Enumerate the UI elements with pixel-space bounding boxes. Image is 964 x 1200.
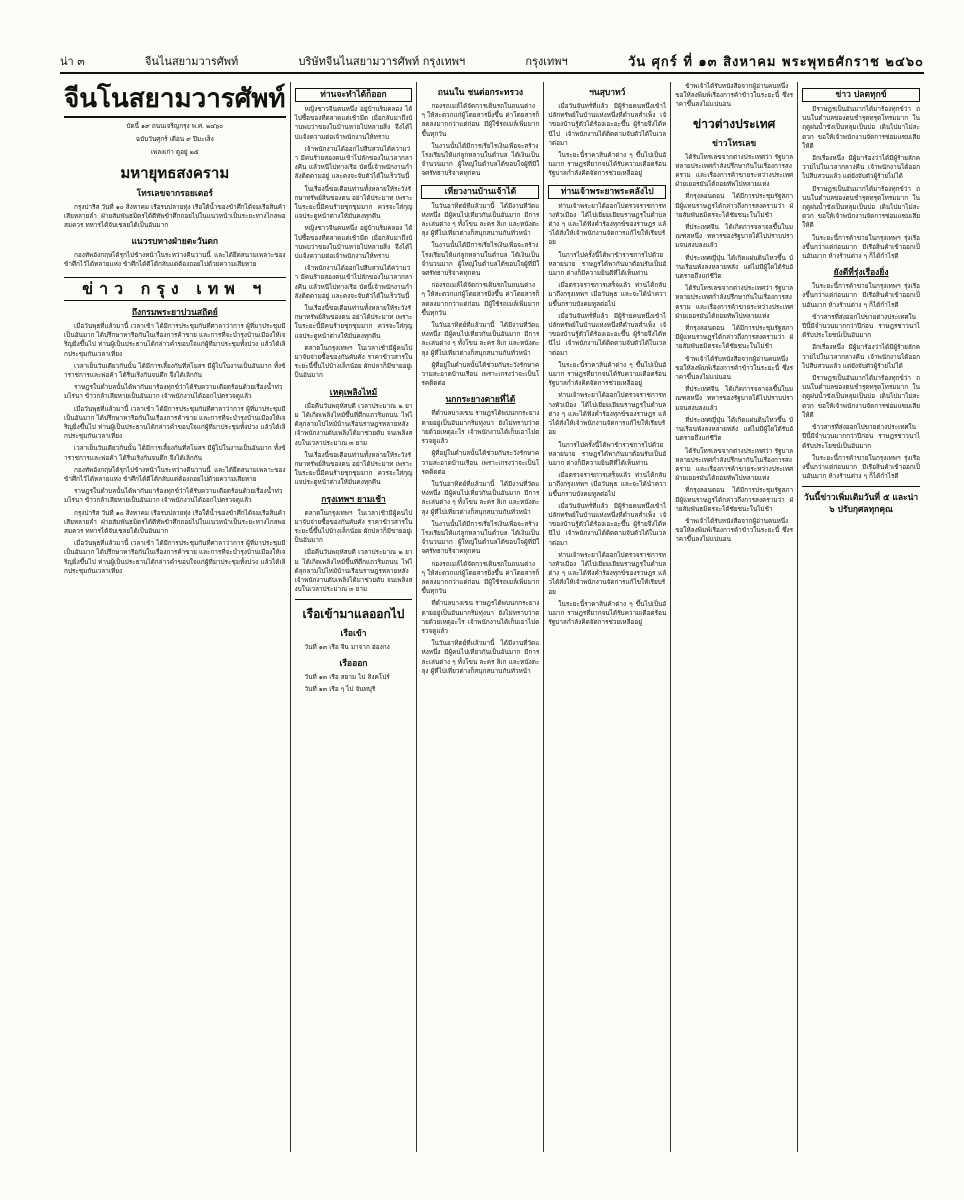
subheading: ถึงกรมพระยาปวนสถิตย์ xyxy=(131,308,218,319)
article-heading: ฯนสุบาทว์ xyxy=(589,88,626,98)
paragraph: เมื่อคืนวันพฤหัสบดี เวลาประมาณ ๒ ยาม ได้เกิดเพลิงไหม้ขึ้นที่ตึกแถวริมถนน ไฟได้ลุกลามไปไหม้บ้านเรือนราษฎรหลายหลัง เจ้าพนักงานดับเพลิงได้มาช่วยดับ จนเพลิงสงบในเวลาประมาณ ๓ ยาม xyxy=(294,401,413,447)
paragraph: ท่านเจ้าพระยาได้ออกไปตรวจราชการทางหัวเมือง ได้ไปเยี่ยมเยียนราษฎรในตำบลต่าง ๆ และได้ฟังคำร้องทุกข์ของราษฎร แล้วได้สั่งให้เจ้าพนักงานจัดการแก้ไขให้เรียบร้อย xyxy=(548,550,667,596)
paper-name: จีนไนสยามวารศัพท์ xyxy=(144,55,239,68)
foreign-news-headline: ข่าวต่างประเทศ xyxy=(693,116,776,131)
paragraph: ท่านเจ้าพระยาได้ออกไปตรวจราชการทางหัวเมือง ได้ไปเยี่ยมเยียนราษฎรในตำบลต่าง ๆ และได้ฟังคำร้องทุกข์ของราษฎร แล้วได้สั่งให้เจ้าพนักงานจัดการแก้ไขให้เรียบร้อย xyxy=(548,201,667,247)
paragraph: กองรถเมล์ได้จัดการเดินรถในถนนต่าง ๆ ให้สะดวกแก่ผู้โดยสารยิ่งขึ้น ค่าโดยสารก็ลดลงมากกว่าแต่ก่อน มีผู้ใช้รถเมล์เพิ่มมากขึ้นทุกวัน xyxy=(421,559,540,596)
paragraph: เมื่อวันจันทร์ที่แล้ว มีผู้ร้ายคนหนึ่งเข้าไปลักทรัพย์ในบ้านแห่งหนึ่งที่ตำบลสำเพ็ง เจ้าของบ้านรู้ตัวได้ร้องเอะอะขึ้น ผู้ร้ายจึงได้หนีไป เจ้าพนักงานได้ติดตามจับตัวได้ในเวลาต่อมา xyxy=(548,102,667,147)
paragraph: เวลาเย็นวันเดียวกันนั้น ได้มีการเลี้ยงกันที่สโมสร มีผู้ไปในงานเป็นอันมาก ทั้งข้าราชการและพ่อค้า ได้รื่นเริงกันจนดึก จึงได้เลิกกัน xyxy=(64,444,286,462)
paragraph: กองทัพอังกฤษได้รุกไปข้างหน้าในระหว่างคืนวานนี้ และได้ยึดสนามเพลาะของข้าศึกไว้ได้หลายแห่ง ข้าศึกได้ตีโต้กลับแต่ต้องถอยไปด้วยความเสียหาย xyxy=(64,250,286,268)
office-name: บริษัทจีนไนสยามวารศัพท์ กรุงเทพฯ xyxy=(298,55,466,68)
column-footer: วันนี้ข่าวเพิ่มเติมวันที่ ๕ และน่า ๖ ปรับกุศลทุกคุณ xyxy=(803,493,919,516)
paragraph: ที่กรุงลอนดอน ได้มีการประชุมรัฐสภา มีผู้แทนราษฎรได้กล่าวถึงการสงครามว่า ฝ่ายสัมพันธมิตรจะได้ชัยชนะในไม่ช้า xyxy=(675,486,794,513)
paragraph: ข้าพเจ้าได้รับหนังสือจากผู้อ่านคนหนึ่ง ขอให้ลงพิมพ์เรื่องการค้าข้าวในระยะนี้ ซึ่งราคาขึ้นลงไม่แน่นอน xyxy=(675,82,794,109)
war-headline: มหายุทธสงคราม xyxy=(120,164,230,182)
column-4 xyxy=(544,82,671,1152)
paragraph: ราษฎรในตำบลนั้นได้พากันมาร้องทุกข์ว่าได้รับความเดือดร้อนด้วยเรื่องน้ำท่วมไร่นา ข้าวกล้าเสียหายเป็นอันมาก เจ้าพนักงานได้ออกไปตรวจดูแล้ว xyxy=(64,383,283,401)
paragraph: เมื่อวันพุธที่แล้วมานี้ เวลาเช้า ได้มีการประชุมกันที่ศาลาว่าการ ผู้ที่มาประชุมมีเป็นอันมาก ได้ปรึกษาหารือกันในเรื่องการค้าขาย และการที่จะบำรุงบ้านเมืองให้เจริญยิ่งขึ้นไป ท่านผู้เป็นประธานได้กล่าวคำขอบใจแก่ผู้ที่มาประชุมทั้งปวง แล้วได้เลิกประชุมกันเวลาเที่ยง xyxy=(64,539,286,575)
paragraph: เมื่อวันจันทร์ที่แล้ว มีผู้ร้ายคนหนึ่งเข้าไปลักทรัพย์ในบ้านแห่งหนึ่งที่ตำบลสำเพ็ง เจ้าของบ้านรู้ตัวได้ร้องเอะอะขึ้น ผู้ร้ายจึงได้หนีไป เจ้าพนักงานได้ติดตามจับตัวได้ในเวลาต่อมา xyxy=(548,311,667,357)
column-5 xyxy=(671,82,798,1152)
ship-headline: เรือเข้ามาแลออกไป xyxy=(302,607,405,622)
paragraph: ในวันอาทิตย์ที่แล้วมานี้ ได้มีงานที่วัดแห่งหนึ่ง มีผู้คนไปเที่ยวกันเป็นอันมาก มีการละเล่นต่าง ๆ ทั้งโขน ละคร ลิเก และหนังตะลุง ผู้ที่ไปเที่ยวต่างก็สนุกสนานกันทั่วหน้า xyxy=(421,321,540,357)
paragraph: อีกเรื่องหนึ่ง มีผู้มาร้องว่าได้มีผู้ร้ายลักควายไปในเวลากลางคืน เจ้าพนักงานได้ออกไปสืบสวนแล้ว แต่ยังจับตัวผู้ร้ายไม่ได้ xyxy=(802,154,920,181)
paragraph: ในเรื่องนี้ขอเตือนท่านทั้งหลายให้ระวังรักษาทรัพย์สินของตน อย่าได้ประมาท เพราะในระยะนี้มีคนร้ายชุกชุมมาก ควรจะใส่กุญแจประตูหน้าต่างให้มั่นคงทุกคืน xyxy=(294,304,413,340)
paragraph: ราษฎรในตำบลนั้นได้พากันมาร้องทุกข์ว่าได้รับความเดือดร้อนด้วยเรื่องน้ำท่วมไร่นา ข้าวกล้าเสียหายเป็นอันมาก เจ้าพนักงานได้ออกไปตรวจดูแล้ว xyxy=(64,487,283,505)
paragraph: เมื่อวันจันทร์ที่แล้ว มีผู้ร้ายคนหนึ่งเข้าไปลักทรัพย์ในบ้านแห่งหนึ่งที่ตำบลสำเพ็ง เจ้าของบ้านรู้ตัวได้ร้องเอะอะขึ้น ผู้ร้ายจึงได้หนีไป เจ้าพนักงานได้ติดตามจับตัวได้ในเวลาต่อมา xyxy=(548,501,667,547)
paragraph: ท่านเจ้าพระยาได้ออกไปตรวจราชการทางหัวเมือง ได้ไปเยี่ยมเยียนราษฎรในตำบลต่าง ๆ และได้ฟังคำร้องทุกข์ของราษฎร แล้วได้สั่งให้เจ้าพนักงานจัดการแก้ไขให้เรียบร้อย xyxy=(548,391,667,437)
masthead-line: ฉบับวันศุกร์ เดือน ๙ ปีมะเส็ง xyxy=(135,135,214,143)
paragraph: กองรถเมล์ได้จัดการเดินรถในถนนต่าง ๆ ให้สะดวกแก่ผู้โดยสารยิ่งขึ้น ค่าโดยสารก็ลดลงมากกว่าแต่ก่อน มีผู้ใช้รถเมล์เพิ่มมากขึ้นทุกวัน xyxy=(421,281,540,317)
paragraph: เมื่อคืนวันพฤหัสบดี เวลาประมาณ ๒ ยาม ได้เกิดเพลิงไหม้ขึ้นที่ตึกแถวริมถนน ไฟได้ลุกลามไปไหม้บ้านเรือนราษฎรหลายหลัง เจ้าพนักงานดับเพลิงได้มาช่วยดับ จนเพลิงสงบในเวลาประมาณ ๓ ยาม xyxy=(294,548,413,594)
paragraph: กองรถเมล์ได้จัดการเดินรถในถนนต่าง ๆ ให้สะดวกแก่ผู้โดยสารยิ่งขึ้น ค่าโดยสารก็ลดลงมากกว่าแต่ก่อน มีผู้ใช้รถเมล์เพิ่มมากขึ้นทุกวัน xyxy=(421,102,540,138)
paragraph: ในระยะนี้การค้าขายในกรุงเทพฯ รุ่งเรืองขึ้นกว่าแต่ก่อนมาก มีเรือสินค้าเข้าออกเป็นอันมาก ห้างร้านต่าง ๆ ก็ได้กำไรดี xyxy=(802,233,920,261)
paragraph: หญิงชาวจีนคนหนึ่ง อยู่บ้านริมคลอง ได้ไปซื้อของที่ตลาดแต่เช้ามืด เมื่อกลับมาถึงบ้านพบว่าของในบ้านหายไปหลายสิ่ง จึงได้ไปแจ้งความต่อเจ้าพนักงานให้ทราบ xyxy=(294,224,413,261)
paragraph: ที่กรุงลอนดอน ได้มีการประชุมรัฐสภา มีผู้แทนราษฎรได้กล่าวถึงการสงครามว่า ฝ่ายสัมพันธมิตรจะได้ชัยชนะในไม่ช้า xyxy=(675,324,794,351)
paragraph: ในวันอาทิตย์ที่แล้วมานี้ ได้มีงานที่วัดแห่งหนึ่ง มีผู้คนไปเที่ยวกันเป็นอันมาก มีการละเล่นต่าง ๆ ทั้งโขน ละคร ลิเก และหนังตะลุง ผู้ที่ไปเที่ยวต่างก็สนุกสนานกันทั่วหน้า xyxy=(421,639,540,675)
paragraph: อีกเรื่องหนึ่ง มีผู้มาร้องว่าได้มีผู้ร้ายลักควายไปในเวลากลางคืน เจ้าพนักงานได้ออกไปสืบสวนแล้ว แต่ยังจับตัวผู้ร้ายไม่ได้ xyxy=(802,343,920,370)
paragraph: ตลาดในกรุงเทพฯ ในเวลาเช้ามีผู้คนไปมาจับจ่ายซื้อของกันคับคั่ง ราคาข้าวสารในระยะนี้ขึ้นไปบ้างเล็กน้อย ผักปลาก็มีขายอยู่เป็นอันมาก xyxy=(294,508,413,545)
paragraph: เจ้าพนักงานได้ออกไปสืบสวนได้ความว่า มีคนร้ายสองคนเข้าไปลักของในเวลากลางคืน แล้วหนีไปทางเรือ บัดนี้เจ้าพนักงานกำลังติดตามอยู่ และคงจะจับตัวได้ในเร็ววันนี้ xyxy=(294,264,413,300)
article-heading: กรุงเทพฯ ยามเช้า xyxy=(321,494,386,505)
paragraph: เจ้าพนักงานได้ออกไปสืบสวนได้ความว่า มีคนร้ายสองคนเข้าไปลักของในเวลากลางคืน แล้วหนีไปทางเรือ บัดนี้เจ้าพนักงานกำลังติดตามอยู่ และคงจะจับตัวได้ในเร็ววันนี้ xyxy=(294,144,413,181)
paragraph: กรุงปารีส วันที่ ๑๐ สิงหาคม เรือรบปลายทุ่ง เรือใต้น้ำของข้าศึกได้จมเรือสินค้าเสียหลายลำ ฝ่ายสัมพันธมิตรได้ตีทัพข้าศึกถอยไปในแนวหน้าเป็นระยะทางไกลพอสมควร ทหารได้จับเชลยได้เป็นอันมาก xyxy=(64,508,286,536)
paragraph: ผู้ที่อยู่ในตำบลนั้นได้ช่วยกันระวังรักษาความสะอาดบ้านเรือน เพราะเกรงว่าจะเป็นโรคติดต่อ xyxy=(421,360,540,388)
paragraph: ข้าวสารที่ส่งออกไปขายต่างประเทศในปีนี้มีจำนวนมากกว่าปีก่อน ราษฎรชาวนาได้รับประโยชน์เป็นอันมาก xyxy=(802,423,920,450)
paragraph: กองทัพอังกฤษได้รุกไปข้างหน้าในระหว่างคืนวานนี้ และได้ยึดสนามเพลาะของข้าศึกไว้ได้หลายแห่ง ข้าศึกได้ตีโต้กลับแต่ต้องถอยไปด้วยความเสียหาย xyxy=(64,465,286,484)
paragraph: ในงานนั้นได้มีการเรี่ยไรเงินเพื่อจะสร้างโรงเรียนให้แก่ลูกหลานในตำบล ได้เงินเป็นจำนวนมาก ผู้ใหญ่ในตำบลได้ขอบใจผู้ที่มีใจศรัทธาบริจาคทุกคน xyxy=(421,519,540,556)
paragraph: ผู้ที่อยู่ในตำบลนั้นได้ช่วยกันระวังรักษาความสะอาดบ้านเรือน เพราะเกรงว่าจะเป็นโรคติดต่อ xyxy=(421,449,540,476)
masthead-line: บัดนี้ ๑๙ ถนนเจริญกรุง พ.ศ. ๒๔๖๐ xyxy=(126,122,224,130)
article-heading: เที่ยวงานบ้านเจ้าได้ xyxy=(421,185,539,199)
paragraph: ที่ตำบลบางเขน ราษฎรได้พบนกกระยางตายอยู่เป็นอันมากริมทุ่งนา ยังไม่ทราบว่าตายด้วยเหตุอะไร เจ้าพนักงานได้เก็บเอาไปตรวจดูแล้ว xyxy=(421,409,540,446)
place-name: กรุงเทพฯ xyxy=(525,55,568,68)
subheading: ข่าวโทรเลข xyxy=(712,138,757,149)
paragraph: ตลาดในกรุงเทพฯ ในเวลาเช้ามีผู้คนไปมาจับจ่ายซื้อของกันคับคั่ง ราคาข้าวสารในระยะนี้ขึ้นไปบ้างเล็กน้อย ผักปลาก็มีขายอยู่เป็นอันมาก xyxy=(294,343,413,380)
paragraph: ข้าวสารที่ส่งออกไปขายต่างประเทศในปีนี้มีจำนวนมากกว่าปีก่อน ราษฎรชาวนาได้รับประโยชน์เป็นอันมาก xyxy=(802,312,920,340)
column-2 xyxy=(291,82,418,1152)
paragraph: มีราษฎรเป็นอันมากได้มาร้องทุกข์ว่า ถนนในตำบลของตนชำรุดทรุดโทรมมาก ในฤดูฝนน้ำขังเป็นหลุมเป็นบ่อ เดินไปมาไม่สะดวก ขอให้เจ้าพนักงานจัดการซ่อมแซมเสียให้ดี xyxy=(802,184,920,230)
article-columns xyxy=(60,82,924,1152)
paragraph: มีราษฎรเป็นอันมากได้มาร้องทุกข์ว่า ถนนในตำบลของตนชำรุดทรุดโทรมมาก ในฤดูฝนน้ำขังเป็นหลุมเป็นบ่อ เดินไปมาไม่สะดวก ขอให้เจ้าพนักงานจัดการซ่อมแซมเสียให้ดี xyxy=(802,105,920,150)
paragraph: เมื่อตรวจราชการเสร็จแล้ว ท่านได้กลับมาถึงกรุงเทพฯ เมื่อวันพุธ และจะได้นำความขึ้นกราบบังคมทูลต่อไป xyxy=(548,471,667,498)
paragraph: กรุงปารีส วันที่ ๑๐ สิงหาคม เรือรบปลายทุ่ง เรือใต้น้ำของข้าศึกได้จมเรือสินค้าเสียหลายลำ ฝ่ายสัมพันธมิตรได้ตีทัพข้าศึกถอยไปในแนวหน้าเป็นระยะทางไกลพอสมควร ทหารได้จับเชลยได้เป็นอันมาก xyxy=(64,203,286,230)
article-heading: นกกระยางตายที่ได้ xyxy=(445,395,516,406)
page-number: น่า ๓ xyxy=(60,55,85,68)
paragraph: ที่กรุงลอนดอน ได้มีการประชุมรัฐสภา มีผู้แทนราษฎรได้กล่าวถึงการสงครามว่า ฝ่ายสัมพันธมิตรจะได้ชัยชนะในไม่ช้า xyxy=(675,192,794,219)
paragraph: ในวันอาทิตย์ที่แล้วมานี้ ได้มีงานที่วัดแห่งหนึ่ง มีผู้คนไปเที่ยวกันเป็นอันมาก มีการละเล่นต่าง ๆ ทั้งโขน ละคร ลิเก และหนังตะลุง ผู้ที่ไปเที่ยวต่างก็สนุกสนานกันทั่วหน้า xyxy=(421,479,540,516)
ship-row: วันที่ ๑๓ เรือ ๆ ไป จันทบุรี xyxy=(304,684,376,693)
masthead-title: จีนโนสยามวารศัพท์ xyxy=(64,82,286,118)
column-3 xyxy=(417,82,544,1152)
paragraph: ที่ประเทศจีน ได้เกิดการจลาจลขึ้นในมณฑลหนึ่ง ทหารของรัฐบาลได้ไปปราบปรามจนสงบลงแล้ว xyxy=(675,385,794,412)
paragraph: ในระยะนี้ราคาสินค้าต่าง ๆ ขึ้นไปเป็นอันมาก ราษฎรที่ยากจนได้รับความเดือดร้อน รัฐบาลกำลังคิดจัดการช่วยเหลืออยู่ xyxy=(548,599,667,627)
article-heading: ถนนใน ชนต่อกระทรวง xyxy=(437,88,524,98)
column-6 xyxy=(798,82,924,1152)
column-1 xyxy=(60,82,291,1152)
paragraph: ในการไปครั้งนี้ได้พาข้าราชการไปด้วยหลายนาย ราษฎรได้พากันมาต้อนรับเป็นอันมาก ต่างก็มีความยินดีที่ได้เห็นท่าน xyxy=(548,250,667,278)
paragraph: เมื่อตรวจราชการเสร็จแล้ว ท่านได้กลับมาถึงกรุงเทพฯ เมื่อวันพุธ และจะได้นำความขึ้นกราบบังคมทูลต่อไป xyxy=(548,281,667,308)
subheading: แนวรบทางฝ่ายตะวันตก xyxy=(131,236,219,247)
paragraph: ในระยะนี้การค้าขายในกรุงเทพฯ รุ่งเรืองขึ้นกว่าแต่ก่อนมาก มีเรือสินค้าเข้าออกเป็นอันมาก ห้างร้านต่าง ๆ ก็ได้กำไรดี xyxy=(802,453,920,481)
ship-row: วันที่ ๑๓ เรือ สยาม ไป สิงคโปร์ xyxy=(304,672,390,681)
masthead-line: เพลงเก่า ดูอยู่ ๒๕ xyxy=(150,148,199,156)
ship-subheading: เรือออก xyxy=(339,658,368,669)
paragraph: เมื่อวันพุธที่แล้วมานี้ เวลาเช้า ได้มีการประชุมกันที่ศาลาว่าการ ผู้ที่มาประชุมมีเป็นอันมาก ได้ปรึกษาหารือกันในเรื่องการค้าขาย และการที่จะบำรุงบ้านเมืองให้เจริญยิ่งขึ้นไป ท่านผู้เป็นประธานได้กล่าวคำขอบใจแก่ผู้ที่มาประชุมทั้งปวง แล้วได้เลิกประชุมกันเวลาเที่ยง xyxy=(64,322,286,358)
article-heading: ยังดีที่รุ่งเรืองยิ่ง xyxy=(833,268,889,279)
article-heading: ท่านจะทำได้ก็ออก xyxy=(295,88,413,102)
article-heading: ข่าว ปลดทุกข์ xyxy=(802,88,920,102)
divider xyxy=(295,599,413,600)
paragraph: ในวันอาทิตย์ที่แล้วมานี้ ได้มีงานที่วัดแห่งหนึ่ง มีผู้คนไปเที่ยวกันเป็นอันมาก มีการละเล่นต่าง ๆ ทั้งโขน ละคร ลิเก และหนังตะลุง ผู้ที่ไปเที่ยวต่างก็สนุกสนานกันทั่วหน้า xyxy=(421,201,540,238)
paragraph: ในระยะนี้ราคาสินค้าต่าง ๆ ขึ้นไปเป็นอันมาก ราษฎรที่ยากจนได้รับความเดือดร้อน รัฐบาลกำลังคิดจัดการช่วยเหลืออยู่ xyxy=(548,360,667,388)
paragraph: มีราษฎรเป็นอันมากได้มาร้องทุกข์ว่า ถนนในตำบลของตนชำรุดทรุดโทรมมาก ในฤดูฝนน้ำขังเป็นหลุมเป็นบ่อ เดินไปมาไม่สะดวก ขอให้เจ้าพนักงานจัดการซ่อมแซมเสียให้ดี xyxy=(802,374,920,419)
article-heading: ท่านเจ้าพระยาพระคลังไป xyxy=(548,185,666,199)
paragraph: ในการไปครั้งนี้ได้พาข้าราชการไปด้วยหลายนาย ราษฎรได้พากันมาต้อนรับเป็นอันมาก ต่างก็มีความยินดีที่ได้เห็นท่าน xyxy=(548,440,667,467)
paragraph: ในงานนั้นได้มีการเรี่ยไรเงินเพื่อจะสร้างโรงเรียนให้แก่ลูกหลานในตำบล ได้เงินเป็นจำนวนมาก ผู้ใหญ่ในตำบลได้ขอบใจผู้ที่มีใจศรัทธาบริจาคทุกคน xyxy=(421,241,540,278)
paragraph: ที่ตำบลบางเขน ราษฎรได้พบนกกระยางตายอยู่เป็นอันมากริมทุ่งนา ยังไม่ทราบว่าตายด้วยเหตุอะไร เจ้าพนักงานได้เก็บเอาไปตรวจดูแล้ว xyxy=(421,599,540,635)
paragraph: เวลาเย็นวันเดียวกันนั้น ได้มีการเลี้ยงกันที่สโมสร มีผู้ไปในงานเป็นอันมาก ทั้งข้าราชการและพ่อค้า ได้รื่นเริงกันจนดึก จึงได้เลิกกัน xyxy=(64,361,286,380)
paragraph: ได้รับโทรเลขจากต่างประเทศว่า รัฐบาลหลายประเทศกำลังปรึกษากันในเรื่องการสงคราม และเรื่องการค้าขายระหว่างประเทศ ฝ่ายเยอรมันได้ถอยทัพไปหลายแห่ง xyxy=(675,284,794,320)
paragraph: ข้าพเจ้าได้รับหนังสือจากผู้อ่านคนหนึ่ง ขอให้ลงพิมพ์เรื่องการค้าข้าวในระยะนี้ ซึ่งราคาขึ้นลงไม่แน่นอน xyxy=(675,516,794,544)
paragraph: ในระยะนี้ราคาสินค้าต่าง ๆ ขึ้นไปเป็นอันมาก ราษฎรที่ยากจนได้รับความเดือดร้อน รัฐบาลกำลังคิดจัดการช่วยเหลืออยู่ xyxy=(548,151,667,178)
subheading: โทรเลขจากรอยเตอร์ xyxy=(136,189,213,199)
ship-subheading: เรือเข้า xyxy=(340,629,367,640)
ship-row: วันที่ ๑๓ เรือ จีน มาจาก ฮ่องกง xyxy=(304,643,390,652)
divider xyxy=(802,486,920,487)
paragraph: ที่ประเทศจีน ได้เกิดการจลาจลขึ้นในมณฑลหนึ่ง ทหารของรัฐบาลได้ไปปราบปรามจนสงบลงแล้ว xyxy=(675,223,794,250)
running-header xyxy=(60,50,924,74)
paragraph: หญิงชาวจีนคนหนึ่ง อยู่บ้านริมคลอง ได้ไปซื้อของที่ตลาดแต่เช้ามืด เมื่อกลับมาถึงบ้านพบว่าของในบ้านหายไปหลายสิ่ง จึงได้ไปแจ้งความต่อเจ้าพนักงานให้ทราบ xyxy=(294,105,413,141)
paragraph: เมื่อวันพุธที่แล้วมานี้ เวลาเช้า ได้มีการประชุมกันที่ศาลาว่าการ ผู้ที่มาประชุมมีเป็นอันมาก ได้ปรึกษาหารือกันในเรื่องการค้าขาย และการที่จะบำรุงบ้านเมืองให้เจริญยิ่งขึ้นไป ท่านผู้เป็นประธานได้กล่าวคำขอบใจแก่ผู้ที่มาประชุมทั้งปวง แล้วได้เลิกประชุมกันเวลาเที่ยง xyxy=(64,404,286,441)
issue-date: วัน ศุกร์ ที่ ๑๓ สิงหาคม พระพุทธศักราช ๒๔๖๐ xyxy=(627,54,924,70)
bangkok-news-headline: ข่าว กรุง เทพ ฯ xyxy=(64,277,286,301)
article-heading: เหตุเพลิงไหม้ xyxy=(329,387,378,398)
paragraph: ในระยะนี้การค้าขายในกรุงเทพฯ รุ่งเรืองขึ้นกว่าแต่ก่อนมาก มีเรือสินค้าเข้าออกเป็นอันมาก ห้างร้านต่าง ๆ ก็ได้กำไรดี xyxy=(802,282,920,309)
paragraph: ได้รับโทรเลขจากต่างประเทศว่า รัฐบาลหลายประเทศกำลังปรึกษากันในเรื่องการสงคราม และเรื่องการค้าขายระหว่างประเทศ ฝ่ายเยอรมันได้ถอยทัพไปหลายแห่ง xyxy=(675,446,794,483)
paragraph: ที่ประเทศญี่ปุ่น ได้เกิดแผ่นดินไหวขึ้น บ้านเรือนพังลงหลายหลัง แต่ไม่มีผู้ใดได้รับอันตรายถึงแก่ชีวิต xyxy=(675,415,794,443)
paragraph: ที่ประเทศญี่ปุ่น ได้เกิดแผ่นดินไหวขึ้น บ้านเรือนพังลงหลายหลัง แต่ไม่มีผู้ใดได้รับอันตรายถึงแก่ชีวิต xyxy=(675,253,794,281)
paragraph: ในเรื่องนี้ขอเตือนท่านทั้งหลายให้ระวังรักษาทรัพย์สินของตน อย่าได้ประมาท เพราะในระยะนี้มีคนร้ายชุกชุมมาก ควรจะใส่กุญแจประตูหน้าต่างให้มั่นคงทุกคืน xyxy=(294,450,413,487)
paragraph: ข้าพเจ้าได้รับหนังสือจากผู้อ่านคนหนึ่ง ขอให้ลงพิมพ์เรื่องการค้าข้าวในระยะนี้ ซึ่งราคาขึ้นลงไม่แน่นอน xyxy=(675,354,794,382)
paragraph: ในเรื่องนี้ขอเตือนท่านทั้งหลายให้ระวังรักษาทรัพย์สินของตน อย่าได้ประมาท เพราะในระยะนี้มีคนร้ายชุกชุมมาก ควรจะใส่กุญแจประตูหน้าต่างให้มั่นคงทุกคืน xyxy=(294,184,413,221)
paragraph: ได้รับโทรเลขจากต่างประเทศว่า รัฐบาลหลายประเทศกำลังปรึกษากันในเรื่องการสงคราม และเรื่องการค้าขายระหว่างประเทศ ฝ่ายเยอรมันได้ถอยทัพไปหลายแห่ง xyxy=(675,152,794,189)
paragraph: ในงานนั้นได้มีการเรี่ยไรเงินเพื่อจะสร้างโรงเรียนให้แก่ลูกหลานในตำบล ได้เงินเป็นจำนวนมาก ผู้ใหญ่ในตำบลได้ขอบใจผู้ที่มีใจศรัทธาบริจาคทุกคน xyxy=(421,141,540,178)
